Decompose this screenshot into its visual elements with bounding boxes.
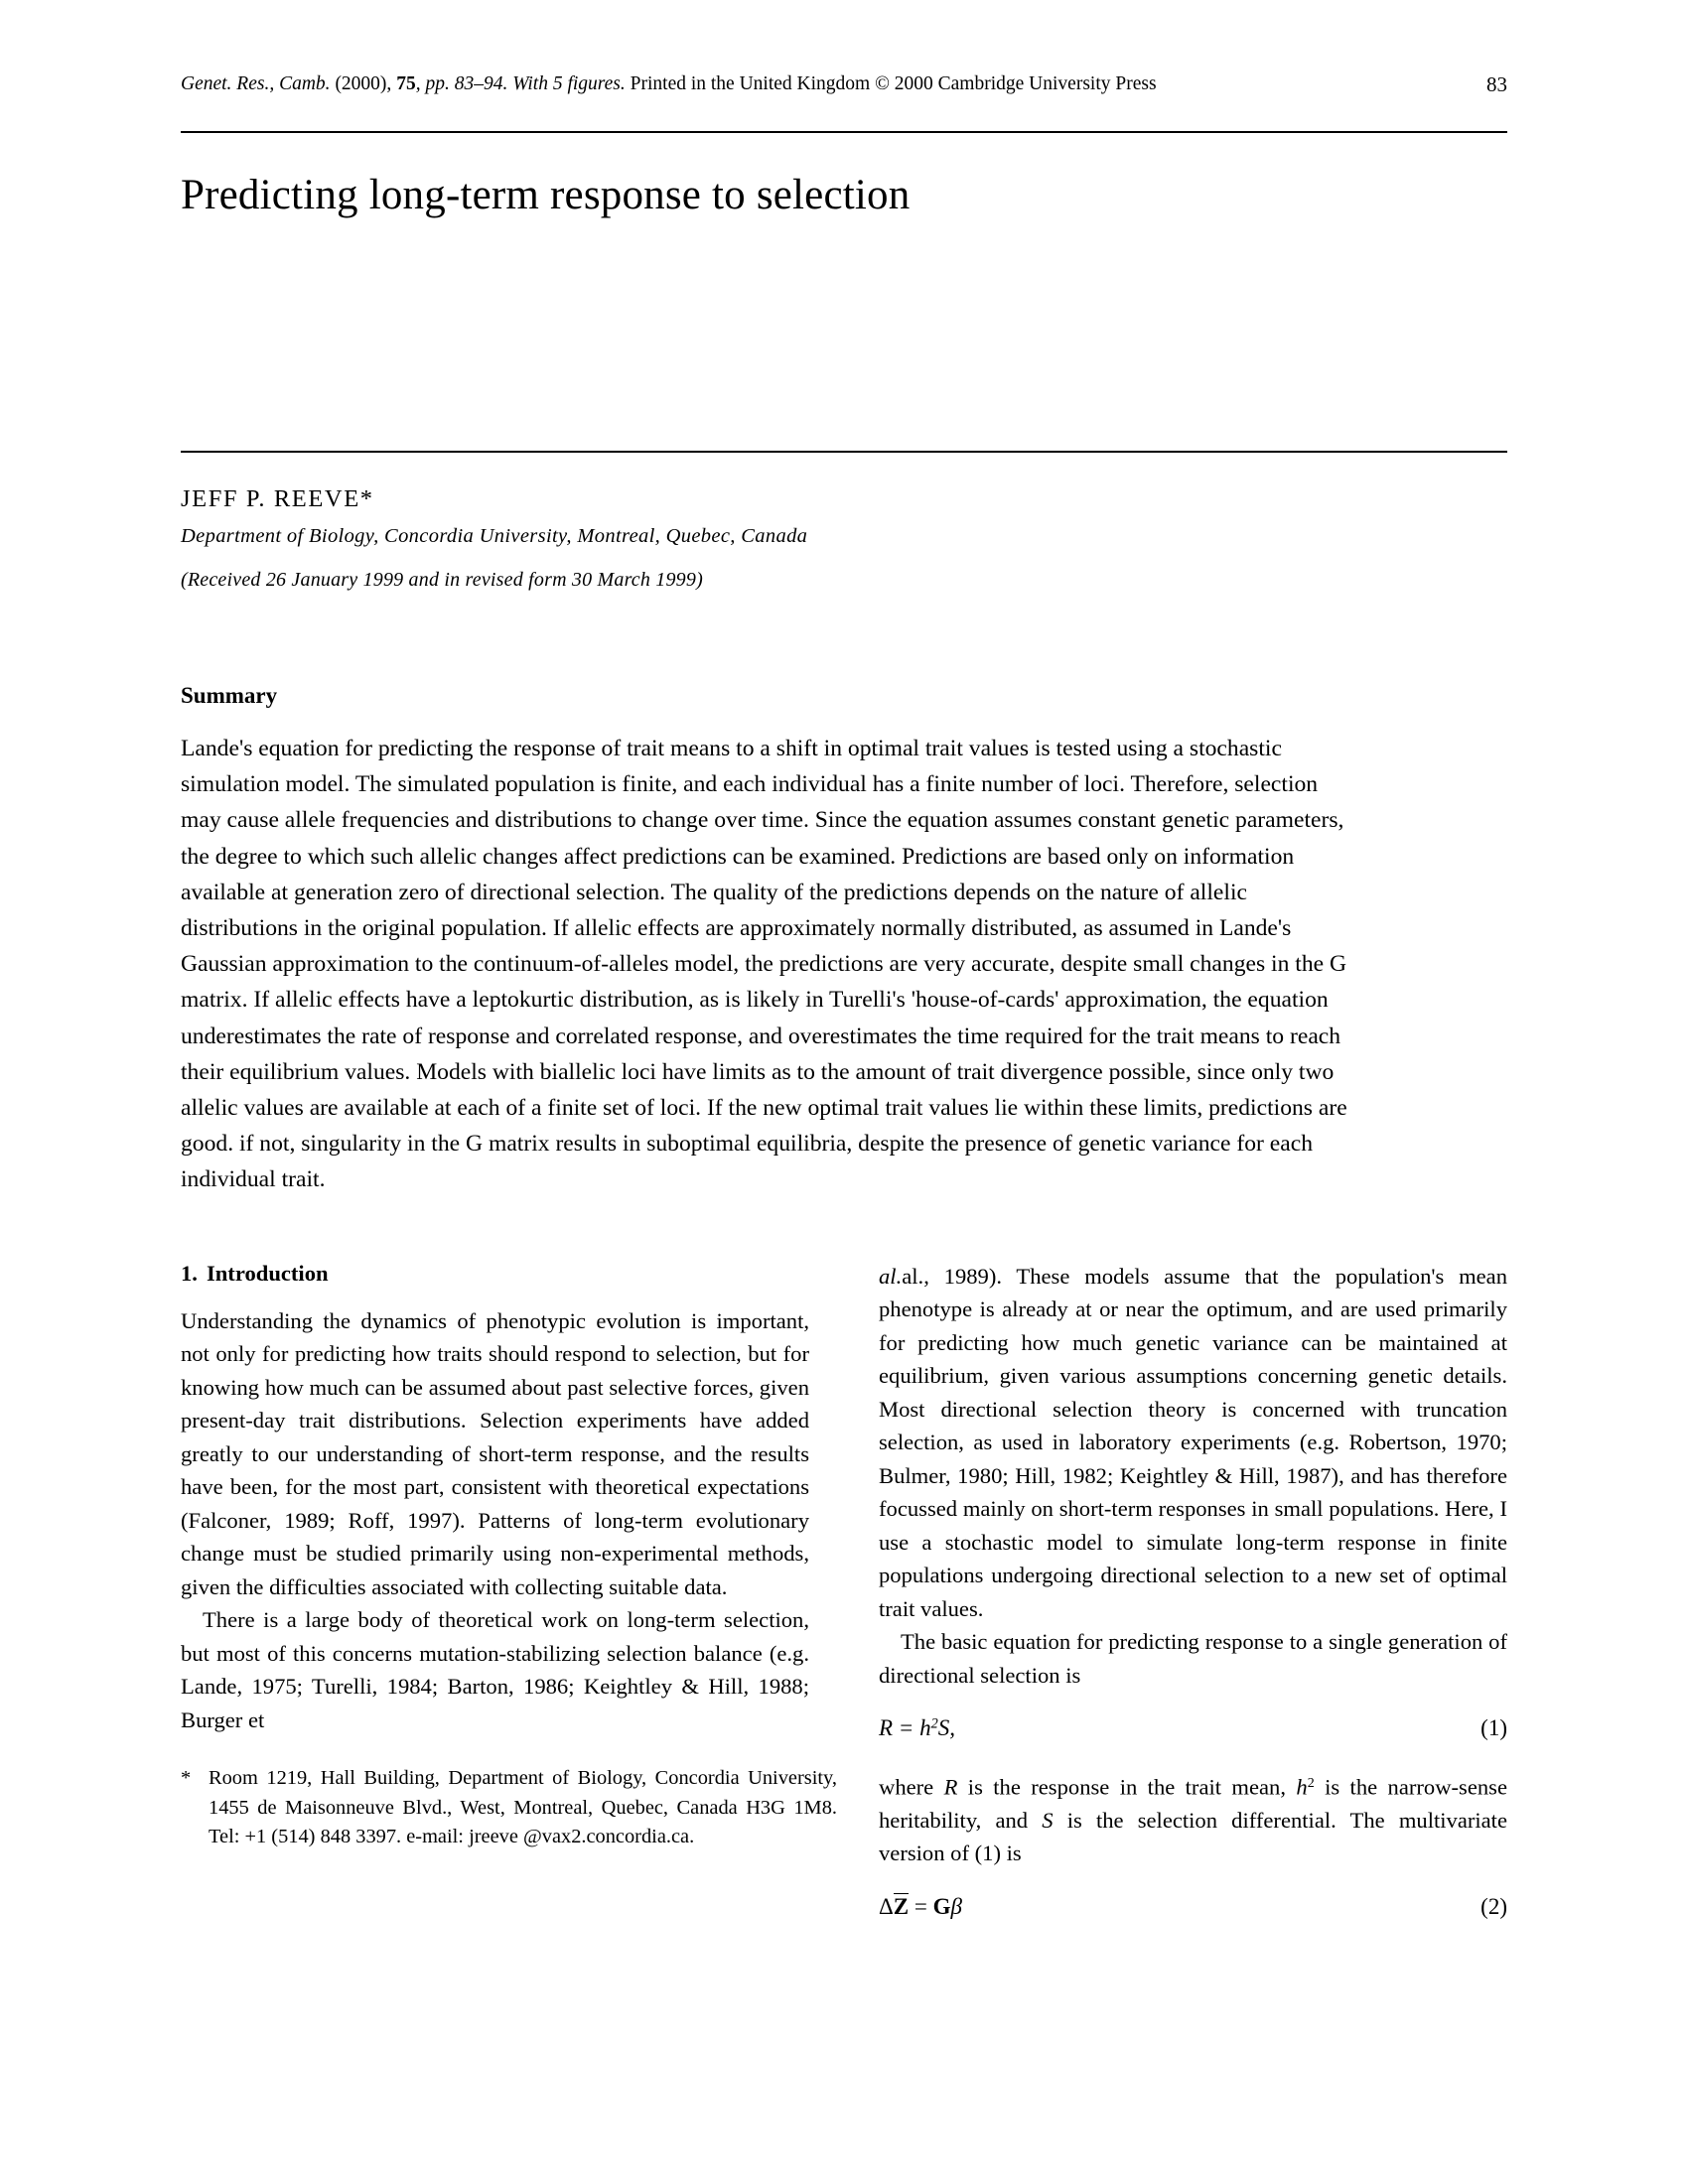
journal-year: (2000), [335,73,392,94]
equation-1 [879,1714,1507,1744]
paragraph-text: al., 1989). These models assume that the population's mean phenotype is already at or near the optimum, and are used primarily for predicting how much genetic variance can be maintained at equilibrium, given various assumptions concerning genetic details. Most directional selection theory is concerned with truncation selection, as used in laboratory experiments (e.g. Robertson, 1970; Bulmer, 1980; Hill, 1982; Keightley & Hill, 1987), and has therefore focussed mainly on short-term responses in small populations. Here, I use a stochastic model to simulate long-term response in finite populations undergoing directional selection to a new set of optimal trait values. [879,1263,1507,1621]
equation-2-body: ΔZ = Gβ [879,1893,962,1919]
copyright-note: © 2000 Cambridge University Press [875,73,1157,94]
footnote-marker: * [181,1767,192,1790]
page-content [181,0,1507,1946]
figures-note: With 5 figures. [512,73,626,94]
citation-al: al. [879,1263,903,1289]
footnote-text: Room 1219, Hall Building, Department of Biology, Concordia University, 1455 de Maisonneuve Blvd., West, Montreal, Quebec, Canada H3G 1M8. Tel: +1 (514) 848 3397. e-mail: jreeve @vax2.concordia.ca. [209,1767,837,1848]
equation-1-body: $R = h^2S$, [879,1715,955,1741]
paragraph [879,1260,1507,1626]
page-number: 83 [1486,72,1507,96]
section-title: Introduction [206,1260,329,1286]
right-column [879,1260,1507,1946]
page-title: Predicting long-term response to selection [181,172,911,218]
paragraph: where R is the response in the trait mean, $h^2$ is the narrow-sense heritability, and S is the selection differential. The multivariate version of (1) is [879,1774,1507,1866]
equation-2-tag: (2) [1480,1893,1507,1919]
journal-pages: , pp. 83–94. [415,73,508,94]
body-columns [181,1260,1507,1946]
running-head [181,71,1507,97]
journal-volume: 75 [396,73,416,94]
section-heading [181,1260,809,1287]
author-name: JEFF P. REEVE* [181,485,374,512]
title-spacer [181,300,1507,451]
section-number: 1. [181,1260,198,1286]
equation-1-tag: (1) [1480,1715,1507,1741]
summary-heading: Summary [181,683,278,709]
printed-note: Printed in the United Kingdom [630,73,871,94]
title-zone [181,133,1507,300]
footnote [181,1764,837,1852]
paragraph: Understanding the dynamics of phenotypic evolution is important, not only for predicting how traits should respond to selection, but for knowing how much can be assumed about past selective forces, given present-day trait distributions. Selection experiments have added greatly to our understanding of short-term response, and the results have been, for the most part, consistent with theoretical expectations (Falconer, 1989; Roff, 1997). Patterns of long-term evolutionary change must be studied primarily using non-experimental methods, given the difficulties associated with collecting suitable data. [181,1307,809,1599]
journal-name: Genet. Res., Camb. [181,73,331,94]
summary-body: Lande's equation for predicting the response of trait means to a shift in optimal trait values is tested using a stochastic simulation model. The simulated population is finite, and each individual has a finite number of loci. Therefore, selection may cause allele frequencies and distributions to change over time. Since the equation assumes constant genetic parameters, the degree to which such allelic changes affect predictions can be examined. Predictions are based only on information available at generation zero of directional selection. The quality of the predictions depends on the nature of allelic distributions in the original population. If allelic effects are approximately normally distributed, as assumed in Lande's Gaussian approximation to the continuum-of-alleles model, the predictions are very accurate, despite small changes in the G matrix. If allelic effects have a leptokurtic distribution, as is likely in Turelli's 'house-of-cards' approximation, the equation underestimates the rate of response and correlated response, and overestimates the time required for the trait means to reach their equilibrium values. Models with biallelic loci have limits as to the amount of trait divergence possible, since only two allelic values are available at each of a finite set of loci. If the new optimal trait values lie within these limits, predictions are good. if not, singularity in the G matrix results in suboptimal equilibria, despite the presence of genetic variance for each individual trait. [181,736,1347,1193]
paragraph-text-where: where [879,1774,944,1800]
paragraph: There is a large body of theoretical work on long-term selection, but most of this concerns mutation-stabilizing selection balance (e.g. Lande, 1975; Turelli, 1984; Barton, 1986; Keightley & Hill, 1988; Burger et [181,1607,809,1732]
paragraph: The basic equation for predicting response to a single generation of directional selection is [879,1629,1507,1688]
received-date: (Received 26 January 1999 and in revised form 30 March 1999) [181,569,703,592]
title-divider [181,451,1507,453]
left-column [181,1260,837,1946]
author-affiliation: Department of Biology, Concordia University, Montreal, Quebec, Canada [181,525,808,548]
equation-2 [879,1893,1507,1923]
